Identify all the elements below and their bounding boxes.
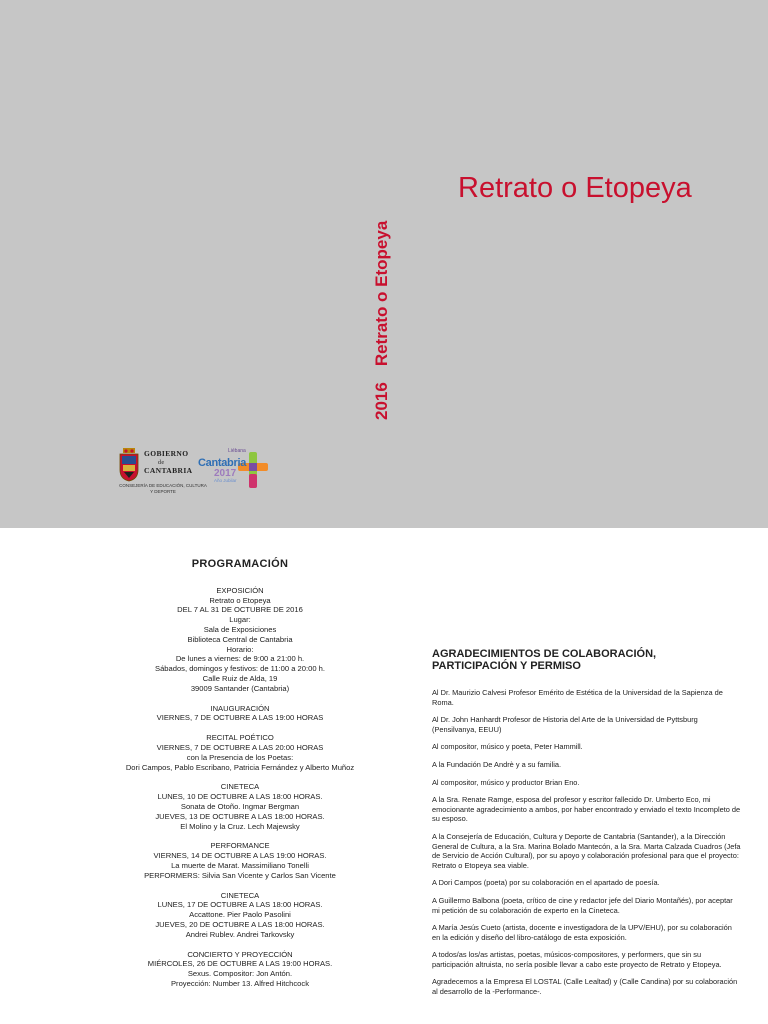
spine-year: 2016 <box>372 382 391 420</box>
programacion-line: con la Presencia de los Poetas: <box>186 752 294 762</box>
programacion-line: Sexus. Compositor: Jon Antón. <box>187 969 293 979</box>
agradecimiento-paragraph: A la Fundación De Andrè y a su familia. <box>432 759 561 769</box>
liebana-logo <box>198 448 268 490</box>
programacion-block <box>60 733 420 772</box>
agradecimiento-paragraph: Al Dr. John Hanhardt Profesor de Historia del Arte de la Universidad de Pyttsburg (Pensilvanya, EEUU) <box>432 715 698 734</box>
programacion-line: EXPOSICIÓN <box>216 585 264 595</box>
programacion-line: VIERNES, 7 DE OCTUBRE A LAS 19:00 HORAS <box>156 713 324 723</box>
programacion-blocks <box>60 586 420 989</box>
programacion-line: Calle Ruiz de Alda, 19 <box>202 673 278 683</box>
programacion-line: LUNES, 10 DE OCTUBRE A LAS 18:00 HORAS. <box>157 792 323 802</box>
programacion-line: 39009 Santander (Cantabria) <box>190 683 290 693</box>
gobierno-line2: de <box>158 459 165 466</box>
liebana-main: Cantabria <box>198 457 247 469</box>
programacion-block <box>60 586 420 694</box>
programacion-line: INAUGURACIÓN <box>210 703 270 713</box>
agradecimiento-paragraph: Al Dr. Maurizio Calvesi Profesor Emérito de Estética de la Universidad de la Sapienza de Roma. <box>432 688 723 707</box>
programacion-line: PERFORMERS: Silvia San Vicente y Carlos San Vicente <box>144 870 336 880</box>
programacion-line: Lugar: <box>229 615 251 625</box>
liebana-sub: Año Jubilar <box>214 478 237 483</box>
programacion-section <box>60 560 420 999</box>
programacion-line: Dori Campos, Pablo Escribano, Patricia Fernández y Alberto Muñoz <box>125 762 355 772</box>
agradecimiento-paragraph: A la Sra. Renate Ramge, esposa del profesor y escritor fallecido Dr. Umberto Eco, mi emocionante agradecimiento a ambos, por haber encontrado y enviado el texto Incompleto de su esposo. <box>432 795 741 824</box>
programacion-line: MIÉRCOLES, 26 DE OCTUBRE A LAS 19:00 HORAS. <box>147 959 333 969</box>
programacion-line: LUNES, 17 DE OCTUBRE A LAS 18:00 HORAS. <box>157 900 323 910</box>
programacion-title: PROGRAMACIÓN <box>191 558 289 570</box>
liebana-top: Liébana <box>228 448 246 454</box>
gobierno-line1: GOBIERNO <box>144 449 189 458</box>
programacion-line: RECITAL POÉTICO <box>206 733 274 743</box>
programacion-line: Horario: <box>226 644 254 654</box>
agradecimientos-title: AGRADECIMIENTOS DE COLABORACIÓN, PARTICIPACIÓN Y PERMISO <box>432 648 657 672</box>
programacion-line: Sábados, domingos y festivos: de 11:00 a 20:00 h. <box>155 664 325 674</box>
programacion-line: JUEVES, 20 DE OCTUBRE A LAS 18:00 HORAS. <box>155 919 325 929</box>
programacion-line: VIERNES, 7 DE OCTUBRE A LAS 20:00 HORAS <box>156 742 324 752</box>
agradecimiento-paragraph: A Guillermo Balbona (poeta, crítico de cine y redactor jefe del Diario Montañés), por aceptar mi petición de su colaboración de experto en la Cineteca. <box>432 895 733 915</box>
liebana-year: 2017 <box>214 468 237 479</box>
agradecimiento-paragraph: Al compositor, músico y poeta, Peter Hammill. <box>432 742 583 752</box>
programacion-line: Proyección: Number 13. Alfred Hitchcock <box>170 978 309 988</box>
programacion-block <box>60 704 420 724</box>
agradecimiento-paragraph: Agradecemos a la Empresa El LOSTAL (Calle Lealtad) y (Calle Candina) por su colaboración al desarrollo de la -Performance-. <box>432 977 738 997</box>
programacion-line: CINETECA <box>220 782 260 792</box>
gobierno-line3: CANTABRIA <box>144 466 193 475</box>
agradecimientos-paragraphs <box>432 688 742 997</box>
programacion-line: PERFORMANCE <box>210 841 270 851</box>
programacion-line: El Molino y la Cruz. Lech Majewsky <box>180 821 300 831</box>
programacion-line: La muerte de Marat. Massimiliano Tonelli <box>171 860 309 870</box>
gobierno-cantabria-logo <box>118 446 208 494</box>
programacion-block <box>60 891 420 940</box>
programacion-line: Sala de Exposiciones <box>203 624 277 634</box>
agradecimiento-paragraph: A María Jesús Cueto (artista, docente e investigadora de la UPV/EHU), por su colaboración en la edición y diseño del libro-catálogo de esta exposición. <box>432 923 732 942</box>
programacion-line: DEL 7 AL 31 DE OCTUBRE DE 2016 <box>177 605 303 615</box>
cover-title: Retrato o Etopeya <box>458 172 692 204</box>
gobierno-name <box>144 450 192 476</box>
spine <box>368 220 396 420</box>
spine-text <box>368 220 396 420</box>
programacion-line: Retrato o Etopeya <box>209 595 271 605</box>
programacion-block <box>60 782 420 831</box>
programacion-line: JUEVES, 13 DE OCTUBRE A LAS 18:00 HORAS. <box>155 811 325 821</box>
agradecimiento-paragraph: A Dori Campos (poeta) por su colaboración en el apartado de poesía. <box>432 878 660 888</box>
agradecimiento-paragraph: Al compositor, músico y productor Brian Eno. <box>432 777 580 787</box>
programacion-block <box>60 841 420 880</box>
agradecimiento-paragraph: A la Consejería de Educación, Cultura y Deporte de Cantabria (Santander), a la Dirección General de Cultura, a la Sra. Marina Bolado Mantecón, a la Sra. Marta Calzada Cuadros (Jefa de Servicio de Acción Cultural), por su apoyo y colaboración profesional para que el proyecto: Retrato o Etopeya sea viable. <box>432 831 741 870</box>
programacion-line: Andrei Rublev. Andrei Tarkovsky <box>185 929 295 939</box>
programacion-line: CINETECA <box>220 890 260 900</box>
gobierno-subtitle: CONSEJERÍA DE EDUCACIÓN, CULTURA Y DEPORTE <box>119 483 207 494</box>
programacion-line: CONCIERTO Y PROYECCIÓN <box>187 949 293 959</box>
programacion-line: Biblioteca Central de Cantabria <box>187 634 293 644</box>
agradecimientos-section <box>432 648 742 1005</box>
crest-icon <box>118 448 140 482</box>
programacion-line: Accattone. Pier Paolo Pasolini <box>189 910 291 920</box>
programacion-line: Sonata de Otoño. Ingmar Bergman <box>180 801 300 811</box>
programacion-line: De lunes a viernes: de 9:00 a 21:00 h. <box>175 654 305 664</box>
programacion-block <box>60 950 420 989</box>
programacion-line: VIERNES, 14 DE OCTUBRE A LAS 19:00 HORAS. <box>153 851 327 861</box>
agradecimiento-paragraph: A todos/as los/as artistas, poetas, músicos-compositores, y performers, que sin su participación altruista, no sería posible llevar a cabo este proyecto de Retrato y Etopeya. <box>432 950 722 969</box>
spine-title: Retrato o Etopeya <box>372 220 391 367</box>
